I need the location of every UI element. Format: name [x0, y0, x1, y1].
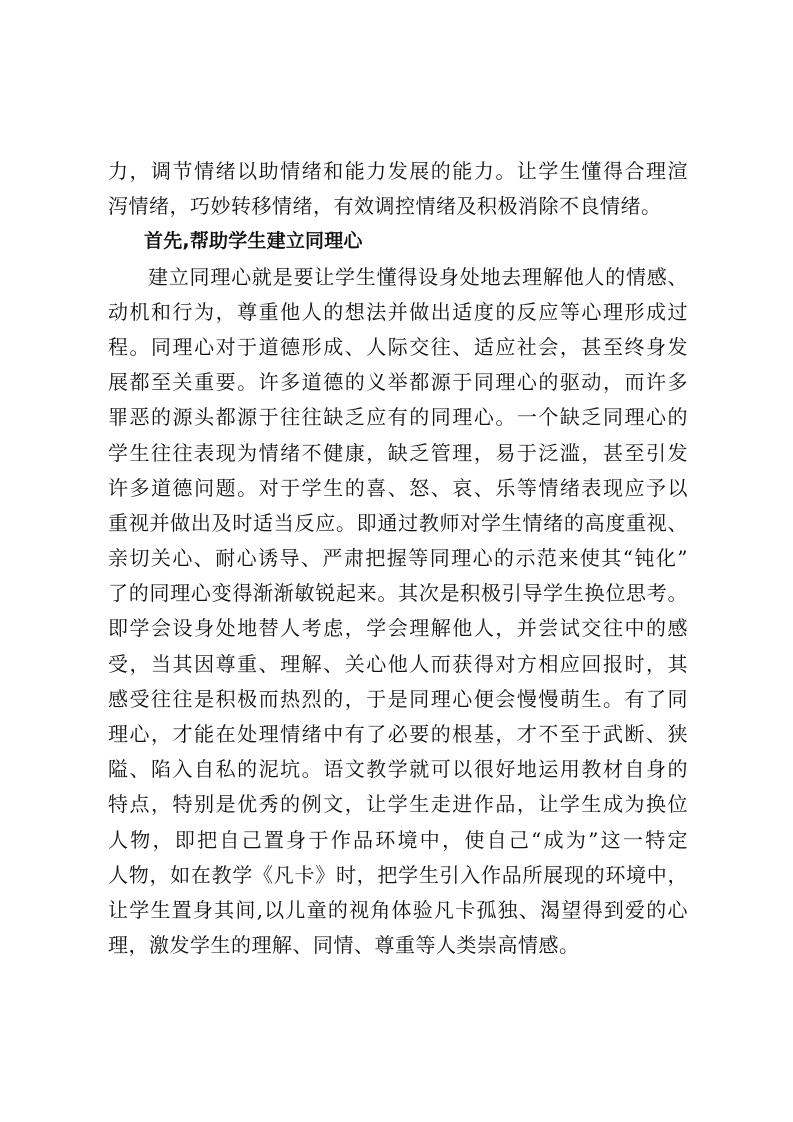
paragraph-line: 人物，如在教学《凡卡》时，把学生引入作品所展现的环境中， — [108, 862, 688, 887]
paragraph-line: 即学会设身处地替人考虑，学会理解他人，并尝试交往中的感 — [108, 616, 688, 641]
paragraph-line: 罪恶的源头都源于往往缺乏应有的同理心。一个缺乏同理心的 — [108, 405, 688, 430]
section-heading: 首先,帮助学生建立同理心 — [144, 230, 363, 253]
paragraph-line: 建立同理心就是要让学生懂得设身处地去理解他人的情感、 — [148, 264, 688, 289]
paragraph-line: 力，调节情绪以助情绪和能力发展的能力。让学生懂得合理渲 — [108, 159, 688, 183]
paragraph-line: 感受往往是积极而热烈的，于是同理心便会慢慢萌生。有了同 — [108, 686, 688, 711]
paragraph-line: 亲切关心、耐心诱导、严肃把握等同理心的示范来使其“钝化” — [108, 546, 688, 571]
paragraph-line: 学生往往表现为情绪不健康，缺乏管理，易于泛滥，甚至引发 — [108, 440, 688, 465]
paragraph-line: 人物，即把自己置身于作品环境中，使自己“成为”这一特定 — [108, 827, 688, 852]
paragraph-line: 受，当其因尊重、理解、关心他人而获得对方相应回报时，其 — [108, 651, 688, 676]
paragraph-line: 重视并做出及时适当反应。即通过教师对学生情绪的高度重视、 — [108, 510, 688, 535]
paragraph-line: 了的同理心变得渐渐敏锐起来。其次是积极引导学生换位思考。 — [108, 581, 688, 606]
paragraph-line: 程。同理心对于道德形成、人际交往、适应社会，甚至终身发 — [108, 334, 688, 359]
paragraph-line: 让学生置身其间,以儿童的视角体验凡卡孤独、渴望得到爱的心 — [108, 897, 688, 922]
paragraph-line: 理心，才能在处理情绪中有了必要的根基，才不至于武断、狭 — [108, 722, 688, 746]
paragraph-line: 展都至关重要。许多道德的义举都源于同理心的驱动，而许多 — [108, 370, 688, 395]
paragraph-line: 特点，特别是优秀的例文，让学生走进作品，让学生成为换位 — [108, 792, 688, 817]
paragraph-line: 隘、陷入自私的泥坑。语文教学就可以很好地运用教材自身的 — [108, 757, 688, 782]
body-text — [108, 154, 688, 963]
paragraph-line: 理，激发学生的理解、同情、尊重等人类崇高情感。 — [108, 933, 580, 958]
paragraph-line: 许多道德问题。对于学生的喜、怒、哀、乐等情绪表现应予以 — [108, 475, 688, 500]
paragraph-line: 动机和行为，尊重他人的想法并做出适度的反应等心理形成过 — [108, 299, 688, 324]
paragraph-line: 泻情绪，巧妙转移情绪，有效调控情绪及积极消除不良情绪。 — [108, 194, 662, 219]
